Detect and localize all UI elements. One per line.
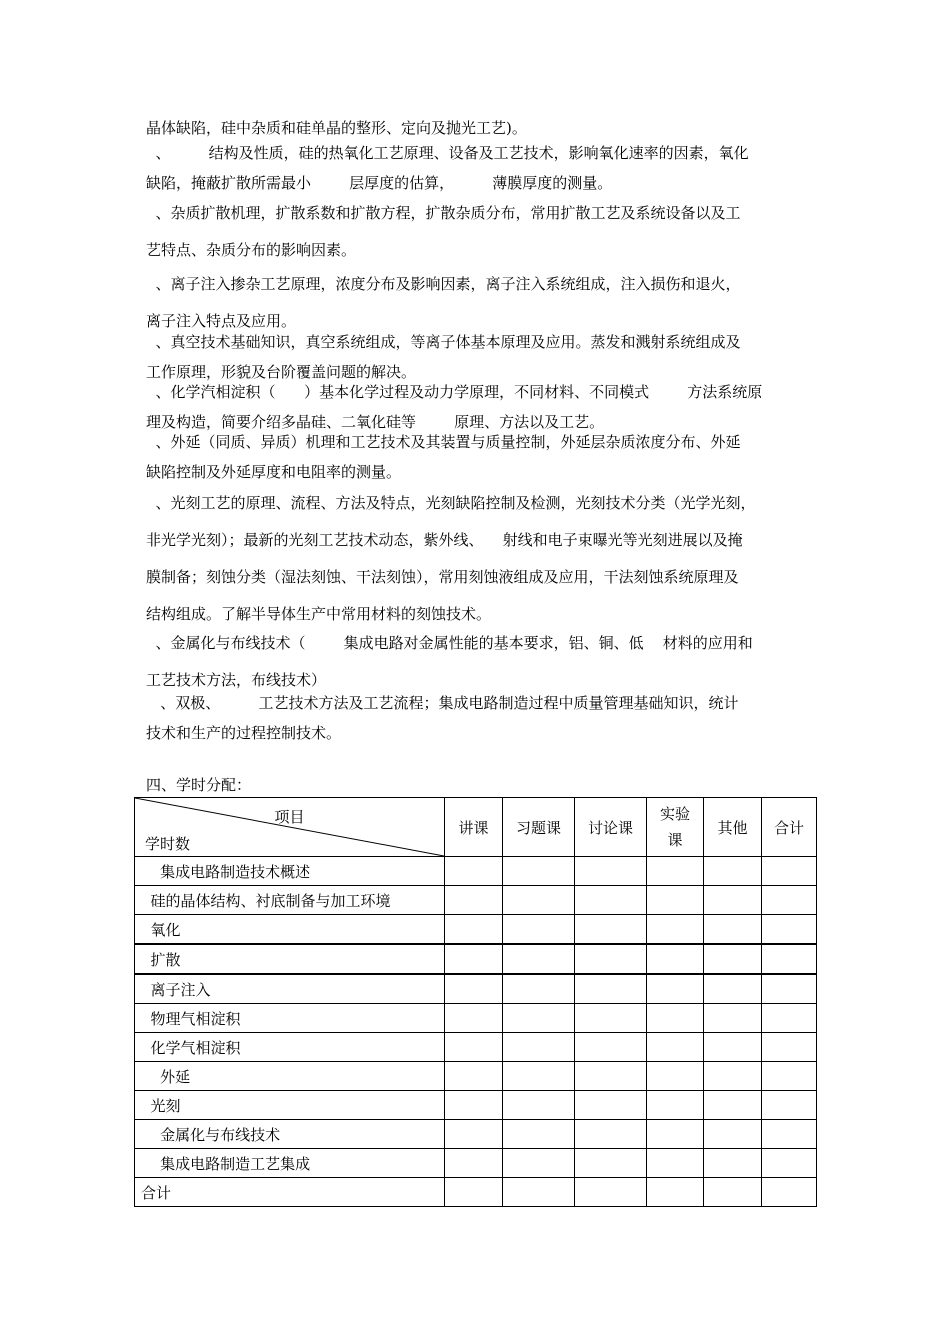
table-cell	[503, 944, 575, 974]
table-cell	[575, 944, 647, 974]
column-header: 其他	[704, 798, 762, 857]
table-cell	[503, 1149, 575, 1178]
table-cell	[762, 886, 817, 915]
table-cell	[445, 1004, 503, 1033]
table-row	[135, 1149, 817, 1178]
row-label: 金属化与布线技术	[135, 1120, 445, 1149]
table-cell	[445, 974, 503, 1004]
text-line: 技术和生产的过程控制技术。	[146, 724, 342, 742]
table-cell	[704, 915, 762, 945]
text-line: 工作原理，形貌及台阶覆盖问题的解决。	[146, 363, 417, 381]
text-line: 、离子注入掺杂工艺原理，浓度分布及影响因素，离子注入系统组成，注入损伤和退火，	[146, 275, 741, 293]
text-line: 理及构造，简要介绍多晶硅、二氧化硅等 原理、方法以及工艺。	[146, 413, 605, 431]
table-cell	[503, 1062, 575, 1091]
text-line: 非光学光刻）；最新的光刻工艺技术动态，紫外线、 射线和电子束曝光等光刻进展以及掩	[146, 531, 743, 549]
table-cell	[762, 1062, 817, 1091]
table-cell	[503, 1033, 575, 1062]
text-line: 、杂质扩散机理，扩散系数和扩散方程，扩散杂质分布，常用扩散工艺及系统设备以及工	[146, 204, 741, 222]
table-cell	[445, 1062, 503, 1091]
hours-table	[134, 797, 817, 1207]
section-title: 四、学时分配：	[146, 776, 252, 794]
table-cell	[704, 1062, 762, 1091]
column-header: 合计	[762, 798, 817, 857]
table-cell	[503, 857, 575, 886]
table-cell	[647, 1033, 704, 1062]
text-line: 膜制备；刻蚀分类（湿法刻蚀、干法刻蚀），常用刻蚀液组成及应用，干法刻蚀系统原理及	[146, 568, 739, 586]
table-row	[135, 1062, 817, 1091]
row-label: 外延	[135, 1062, 445, 1091]
table-cell	[704, 1033, 762, 1062]
table-cell	[503, 974, 575, 1004]
row-label: 扩散	[135, 944, 445, 974]
table-cell	[445, 1178, 503, 1207]
table-cell	[647, 886, 704, 915]
table-cell	[762, 1033, 817, 1062]
column-header: 讨论课	[575, 798, 647, 857]
table-cell	[503, 1178, 575, 1207]
table-row	[135, 974, 817, 1004]
table-row	[135, 1091, 817, 1120]
table-cell	[445, 886, 503, 915]
text-line: 、真空技术基础知识，真空系统组成，等离子体基本原理及应用。蒸发和溅射系统组成及	[146, 333, 741, 351]
text-line: 艺特点、杂质分布的影响因素。	[146, 241, 357, 259]
paragraph-bipolar	[146, 688, 810, 748]
table-cell	[762, 857, 817, 886]
table-cell	[575, 1149, 647, 1178]
table-cell	[503, 1004, 575, 1033]
row-label: 光刻	[135, 1091, 445, 1120]
table-header-row	[135, 798, 817, 857]
column-header-line: 实验	[659, 805, 690, 823]
text-line: 、 结构及性质，硅的热氧化工艺原理、设备及工艺技术，影响氧化速率的因素，氧化	[146, 144, 749, 162]
table-cell	[647, 944, 704, 974]
table-cell	[647, 1149, 704, 1178]
text-line: 、外延（同质、异质）机理和工艺技术及其装置与质量控制，外延层杂质浓度分布、外延	[146, 433, 741, 451]
table-cell	[704, 944, 762, 974]
table-cell	[762, 1178, 817, 1207]
table-cell	[704, 886, 762, 915]
table-cell	[704, 1149, 762, 1178]
header-item-label: 项目	[274, 808, 305, 826]
diagonal-header-cell	[135, 798, 445, 857]
row-label: 离子注入	[135, 974, 445, 1004]
column-header: 讲课	[445, 798, 503, 857]
table-cell	[445, 915, 503, 945]
table-cell	[647, 1062, 704, 1091]
table-cell	[575, 857, 647, 886]
paragraph-lithography	[146, 485, 810, 633]
row-label: 集成电路制造工艺集成	[135, 1149, 445, 1178]
table-cell	[647, 974, 704, 1004]
table-cell	[575, 915, 647, 945]
table-row	[135, 886, 817, 915]
table-row	[135, 1120, 817, 1149]
table-cell	[762, 915, 817, 945]
text-line: 、金属化与布线技术（ 集成电路对金属性能的基本要求，铝、铜、低 材料的应用和	[146, 634, 753, 652]
text-line: 离子注入特点及应用。	[146, 312, 297, 330]
table-row	[135, 857, 817, 886]
column-header: 习题课	[503, 798, 575, 857]
table-cell	[704, 1091, 762, 1120]
text-line: 、双极、 工艺技术方法及工艺流程；集成电路制造过程中质量管理基础知识，统计	[146, 694, 739, 712]
row-label: 物理气相淀积	[135, 1004, 445, 1033]
table-cell	[575, 1178, 647, 1207]
text-line: 工艺技术方法，布线技术）	[146, 671, 327, 689]
text-line: 缺陷，掩蔽扩散所需最小 层厚度的估算， 薄膜厚度的测量。	[146, 174, 613, 192]
table-cell	[503, 915, 575, 945]
table-cell	[704, 1120, 762, 1149]
paragraph-oxidation	[146, 138, 810, 198]
header-hours-label: 学时数	[145, 835, 191, 853]
table-cell	[445, 857, 503, 886]
table-cell	[445, 1033, 503, 1062]
table-cell	[647, 1091, 704, 1120]
table-cell	[445, 1120, 503, 1149]
table-cell	[575, 1091, 647, 1120]
table-row	[135, 915, 817, 945]
row-label: 集成电路制造技术概述	[135, 857, 445, 886]
row-label: 合计	[135, 1178, 445, 1207]
text-line: 、化学汽相淀积（ ）基本化学过程及动力学原理，不同材料、不同模式 方法系统原	[146, 383, 763, 401]
text-line: 、光刻工艺的原理、流程、方法及特点，光刻缺陷控制及检测，光刻技术分类（光学光刻，	[146, 494, 756, 512]
table-cell	[762, 1120, 817, 1149]
table-cell	[647, 1178, 704, 1207]
table-cell	[503, 886, 575, 915]
table-cell	[762, 1004, 817, 1033]
table-cell	[762, 974, 817, 1004]
table-cell	[762, 1091, 817, 1120]
table-row	[135, 1004, 817, 1033]
table-cell	[503, 1120, 575, 1149]
text-line: 缺陷控制及外延厚度和电阻率的测量。	[146, 463, 402, 481]
table-total-row	[135, 1178, 817, 1207]
table-cell	[647, 915, 704, 945]
column-header	[647, 798, 704, 857]
row-label: 硅的晶体结构、衬底制备与加工环境	[135, 886, 445, 915]
table-cell	[445, 1091, 503, 1120]
table-cell	[647, 1120, 704, 1149]
table-cell	[575, 1062, 647, 1091]
table-cell	[445, 1149, 503, 1178]
table-row	[135, 944, 817, 974]
paragraph-epitaxy	[146, 427, 810, 487]
table-cell	[445, 944, 503, 974]
table-cell	[704, 1004, 762, 1033]
row-label: 氧化	[135, 915, 445, 945]
table-cell	[647, 857, 704, 886]
paragraph-diffusion	[146, 195, 810, 269]
table-cell	[575, 1033, 647, 1062]
table-cell	[647, 1004, 704, 1033]
table-cell	[575, 974, 647, 1004]
table-cell	[762, 1149, 817, 1178]
table-cell	[704, 857, 762, 886]
table-cell	[575, 886, 647, 915]
table-cell	[575, 1004, 647, 1033]
text-line: 结构组成。了解半导体生产中常用材料的刻蚀技术。	[146, 605, 492, 623]
column-header-line: 课	[667, 831, 683, 849]
table-cell	[762, 944, 817, 974]
table-cell	[503, 1091, 575, 1120]
row-label: 化学气相淀积	[135, 1033, 445, 1062]
table-row	[135, 1033, 817, 1062]
table-cell	[704, 1178, 762, 1207]
table-cell	[575, 1120, 647, 1149]
table-cell	[704, 974, 762, 1004]
text-line: 晶体缺陷，硅中杂质和硅单晶的整形、定向及抛光工艺)。	[146, 119, 527, 137]
